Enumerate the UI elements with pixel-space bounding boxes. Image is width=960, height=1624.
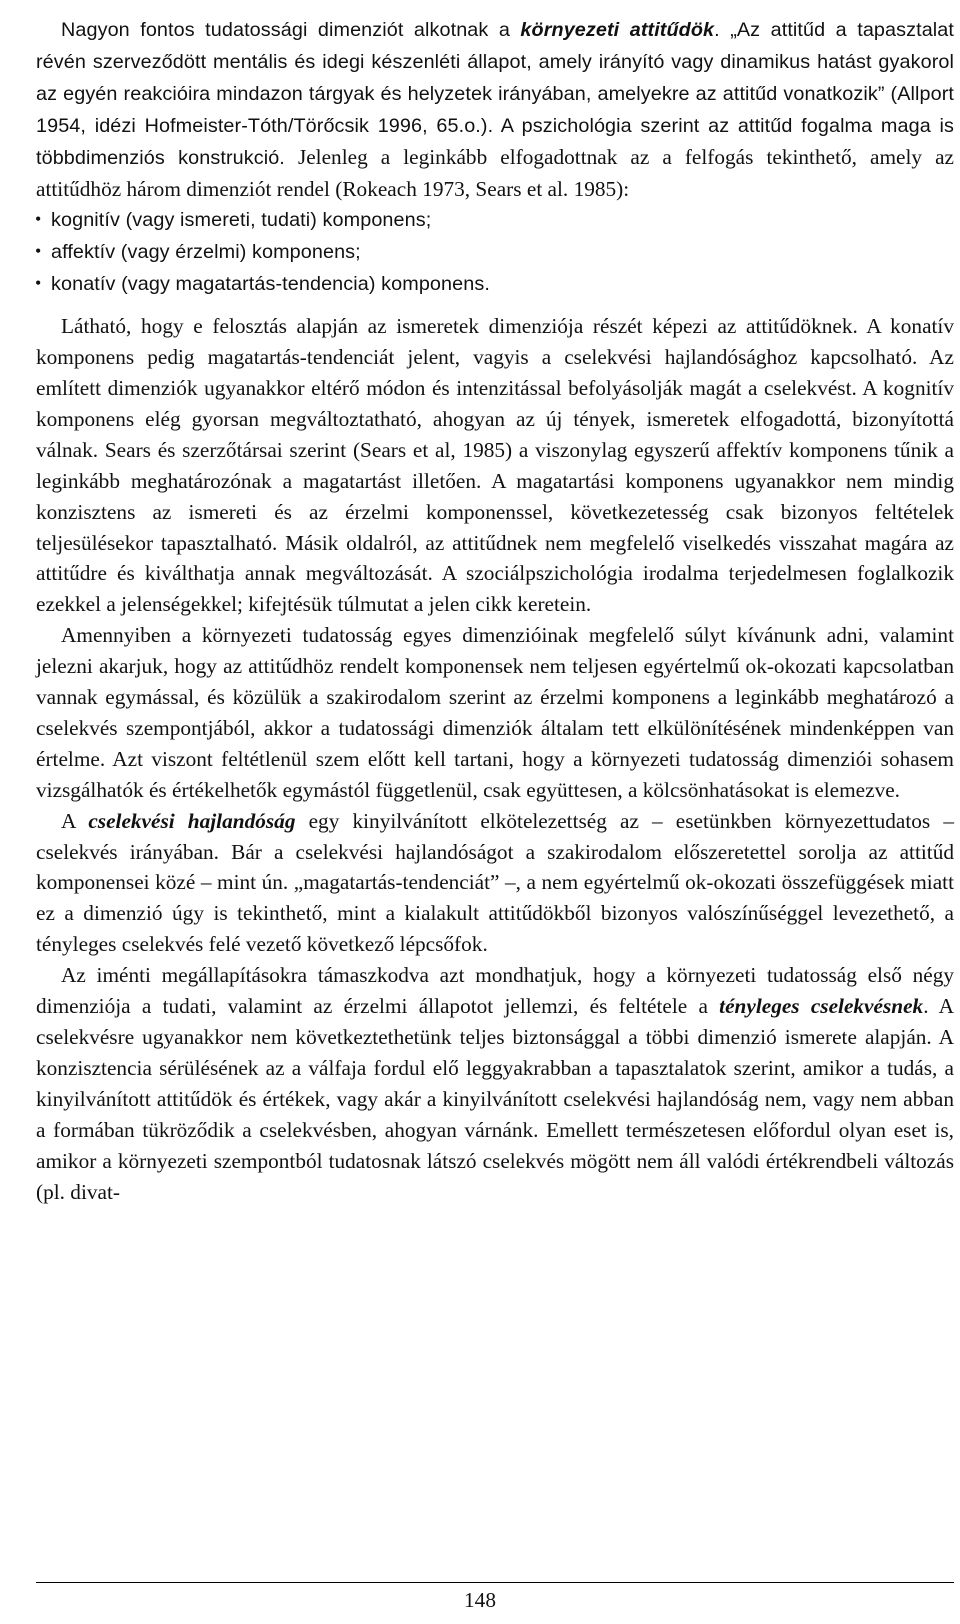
term-actual-action: tényleges cselekvésnek	[719, 994, 924, 1019]
paragraph-attitudes-sans-part: Nagyon fontos tudatossági dimenziót alkotnak a környezeti attitűdök. „Az attitűd a tapasztalat révén szerveződött mentális és idegi készenléti állapot, amely irányító vagy dinamikus hatást gyakorol az egyén reakcióira mindazon tárgyak és helyzetek irányában, amelyekre az attitűd vonatkozik” (Allport 1954, idézi Hofmeister-Tóth/Törőcsik 1996, 65.o.). A pszichológia szerint az attitűd fogalma maga is többdimenziós konstrukció.	[36, 19, 954, 169]
list-item: • affektív (vagy érzelmi) komponens;	[36, 236, 954, 268]
paragraph-attitudes	[36, 14, 954, 204]
paragraph-willingness: A cselekvési hajlandóság egy kinyilvánított elkötelezettség az – esetünkben környezettudatos – cselekvés irányában. Bár a cselekvési hajlandóságot a szakirodalom előszeretettel sorolja az attitűd komponensei közé – mint ún. „magatartás-tendenciát” –, a nem egyértelmű ok-okozati összefüggések miatt ez a dimenzió úgy is tekinthető, mint a kialakult attitűdökből bizonyos valószínűséggel levezethető, a tényleges cselekvés felé vezető következő lépcsőfok.	[36, 808, 954, 957]
paragraph-attitudes-serif-part: Jelenleg a leginkább elfogadottnak az a felfogás tekinthető, amely az attitűdhöz három dimenziót rendel (Rokeach 1973, Sears et al. 1985):	[36, 144, 954, 201]
paragraph-actual-action: Az iménti megállapításokra támaszkodva azt mondhatjuk, hogy a környezeti tudatosság első négy dimenziója a tudati, valamint az érzelmi állapotot jellemzi, és feltétele a tényleges cselekvésnek. A cselekvésre ugyanakkor nem következtethetünk teljes biztonsággal a többi dimenzió ismerete alapján. A konzisztencia sérülésének az a válfaja fordul elő leggyakrabban a tapasztalatok szerint, amikor a tudás, a kinyilvánított attitűdök és értékek, vagy akár a kinyilvánított cselekvési hajlandóság nem, vagy nem abban a formában tükröződik a cselekvésben, ahogyan várnánk. Emellett természetesen előfordul olyan eset is, amikor a környezeti szempontból tudatosnak látszó cselekvés mögött nem áll valódi értékrendbeli változás (pl. divat-	[36, 963, 954, 1204]
list-item: • konatív (vagy magatartás-tendencia) komponens.	[36, 268, 954, 300]
footer-rule	[36, 1582, 954, 1583]
bullet-icon: •	[35, 241, 42, 262]
paragraph-dimensions-weight: Amennyiben a környezeti tudatosság egyes dimenzióinak megfelelő súlyt kívánunk adni, valamint jelezni akarjuk, hogy az attitűdhöz rendelt komponensek nem teljesen egyértelmű ok-okozati kapcsolatban vannak egymással, és közülük a szakirodalom szerint az érzelmi komponens a leginkább meghatározó a cselekvés szempontjából, akkor a tudatossági dimenziók általam tett elkülönítésének mindenképpen van értelme. Azt viszont feltétlenül szem előtt kell tartani, hogy a környezeti tudatosság dimenziói sohasem vizsgálhatók és értékelhetők egymástól függetlenül, csak együttesen, a kölcsönhatásokat is elemezve.	[36, 623, 954, 802]
bullet-icon: •	[35, 209, 42, 230]
attitude-dimensions-list	[36, 204, 954, 300]
paragraph-components: Látható, hogy e felosztás alapján az ismeretek dimenziója részét képezi az attitűdöknek. A konatív komponens pedig magatartás-tendenciát jelent, vagyis a cselekvési hajlandósághoz kapcsolható. Az említett dimenziók ugyanakkor eltérő módon és intenzitással befolyásolják magát a cselekvést. A kognitív komponens elég gyorsan megváltoztatható, ahogyan az új tények, ismeretek elfogadottá, bizonyítottá válnak. Sears és szerzőtársai szerint (Sears et al, 1985) a viszonylag egyszerű affektív komponens tűnik a leginkább meghatározónak a magatartást illetően. A magatartási komponens ugyanakkor nem mindig konzisztens az ismereti és az érzelmi komponenssel, következetesség csak bizonyos feltételek teljesülésekor tapasztalható. Másik oldalról, az attitűdnek nem megfelelő viselkedés visszahat magára az attitűdre és kiválthatja annak megváltozását. A szociálpszichológia irodalma terjedelmesen foglalkozik ezekkel a jelenségekkel; kifejtésük túlmutat a jelen cikk keretein.	[36, 314, 954, 617]
term-willingness-to-act: cselekvési hajlandóság	[88, 808, 296, 833]
page-number: 148	[464, 1588, 496, 1612]
bullet-icon: •	[35, 273, 42, 294]
list-item: • kognitív (vagy ismereti, tudati) komponens;	[36, 204, 954, 236]
document-body	[36, 14, 954, 1207]
term-environmental-attitudes: környezeti attitűdök	[520, 19, 715, 41]
